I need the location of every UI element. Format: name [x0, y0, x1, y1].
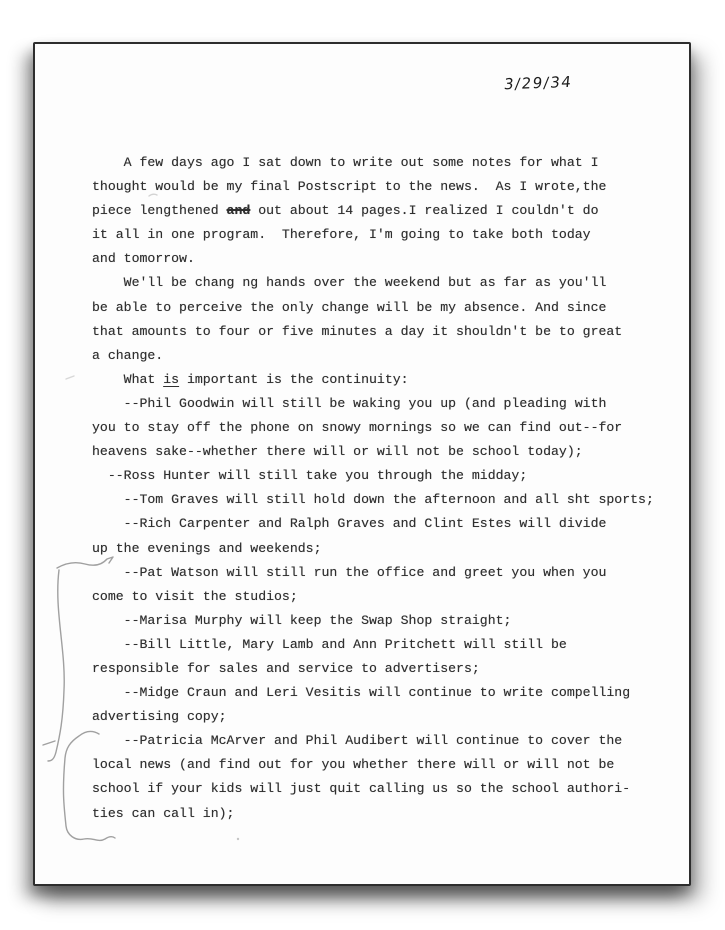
text-segment: --Bill Little, Mary Lamb and Ann Pritchett will still be — [92, 636, 567, 652]
faint-dot-mark — [237, 838, 239, 840]
typewritten-line — [92, 296, 684, 320]
faint-speck-mark — [66, 376, 74, 379]
typewritten-line — [92, 464, 684, 488]
text-segment: be able to perceive the only change will be my absence. And since — [92, 299, 607, 315]
text-segment: you to stay off the phone on snowy mornings so we can find out--for — [92, 420, 623, 436]
text-segment: --Ross Hunter will still take you through the midday; — [92, 468, 528, 484]
text-segment: school if your kids will just quit calling us so the school authori- — [92, 781, 631, 797]
typewritten-line — [92, 488, 684, 512]
text-segment: --Marisa Murphy will keep the Swap Shop straight; — [92, 612, 512, 628]
text-segment: up the evenings and weekends; — [92, 540, 322, 556]
pen-dash-mark — [43, 741, 55, 745]
typewritten-line — [92, 320, 684, 344]
pen-vertical-bracket-line — [48, 570, 64, 761]
typewritten-line — [92, 247, 684, 271]
text-segment: --Tom Graves will still hold down the afternoon and all sht sports; — [92, 492, 654, 508]
document-page — [33, 42, 691, 886]
text-segment: What — [92, 371, 164, 387]
text-segment: thought would be my final Postscript to the news. As I wrote,the — [92, 179, 607, 195]
typewritten-line — [92, 657, 684, 681]
typewritten-line — [92, 633, 684, 657]
typewritten-line — [92, 609, 684, 633]
text-segment: responsible for sales and service to advertisers; — [92, 660, 480, 676]
typed-body-text — [92, 151, 684, 826]
typewritten-line — [92, 753, 684, 777]
typewritten-line — [92, 729, 684, 753]
text-segment: and tomorrow. — [92, 251, 195, 267]
text-segment-strike: and — [226, 203, 251, 219]
text-segment: that amounts to four or five minutes a day it shouldn't be to great — [92, 323, 623, 339]
text-segment: --Patricia McArver and Phil Audibert will continue to cover the — [92, 733, 623, 749]
typewritten-line — [92, 175, 684, 199]
typewritten-line — [92, 537, 684, 561]
typewritten-line — [92, 777, 684, 801]
typewritten-line — [92, 392, 684, 416]
text-segment: out about 14 pages.I realized I couldn't do — [250, 203, 599, 219]
text-segment: a change. — [92, 347, 164, 363]
typewritten-line — [92, 440, 684, 464]
text-segment: heavens sake--whether there will or will not be school today); — [92, 444, 583, 460]
typewritten-line — [92, 151, 684, 175]
typewritten-line — [92, 705, 684, 729]
typewritten-line — [92, 802, 684, 826]
text-segment: --Rich Carpenter and Ralph Graves and Clint Estes will divide — [92, 516, 607, 532]
text-segment-underline: is — [163, 371, 180, 387]
text-segment: advertising copy; — [92, 709, 227, 725]
text-segment: come to visit the studios; — [92, 588, 298, 604]
typewritten-line — [92, 223, 684, 247]
text-segment: it all in one program. Therefore, I'm going to take both today — [92, 227, 591, 243]
text-segment: ties can call in); — [92, 805, 235, 821]
typewritten-line — [92, 681, 684, 705]
text-segment: local news (and find out for you whether there will or will not be — [92, 757, 615, 773]
typewritten-line — [92, 416, 684, 440]
text-segment: --Midge Craun and Leri Vesitis will continue to write compelling — [92, 685, 631, 701]
typewritten-line — [92, 368, 684, 392]
typewritten-line — [92, 561, 684, 585]
typewritten-line — [92, 512, 684, 536]
text-segment: --Pat Watson will still run the office and greet you when you — [92, 564, 607, 580]
typewritten-line — [92, 585, 684, 609]
text-segment: important is the continuity: — [179, 371, 409, 387]
text-segment: --Phil Goodwin will still be waking you up (and pleading with — [92, 395, 607, 411]
typewritten-line — [92, 344, 684, 368]
typewritten-line — [92, 199, 684, 223]
text-segment: We'll be chang ng hands over the weekend but as far as you'll — [92, 275, 607, 291]
text-segment: piece lengthened — [92, 203, 227, 219]
text-segment: A few days ago I sat down to write out some notes for what I — [92, 155, 599, 170]
handwritten-date: 3/29/34 — [503, 72, 574, 94]
typewritten-line — [92, 271, 684, 295]
